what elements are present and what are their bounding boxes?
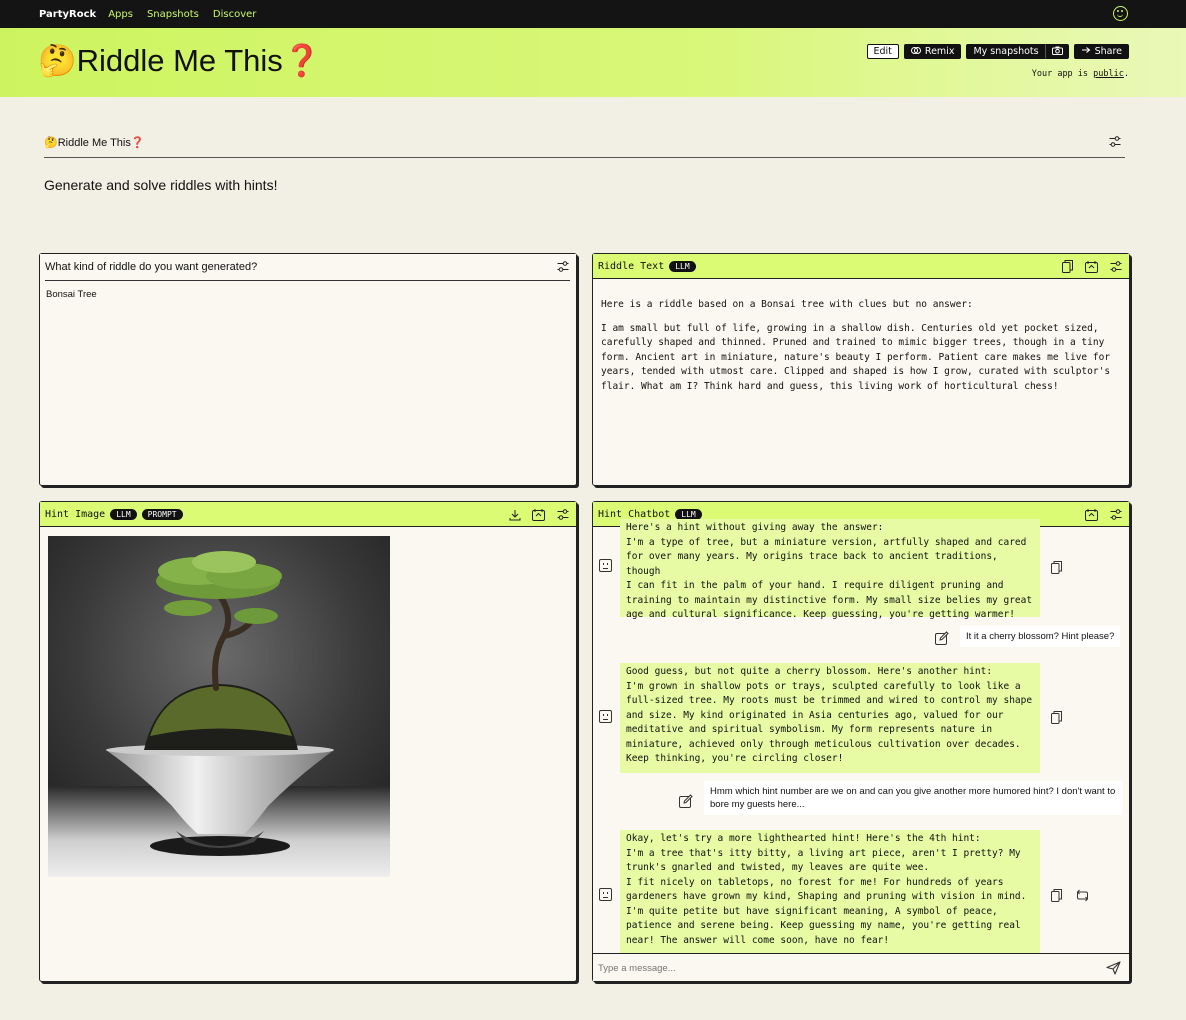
share-button[interactable] [1074,44,1129,59]
camera-button[interactable] [1046,44,1069,59]
bot-message: Here's a hint without giving away the answer: I'm a type of tree, but a miniature version, artfully shaped and cared for over many years. My origins trace back to ancient traditions, though I can fit in the palm of your hand. I require diligent pruning and training to maintain my distinctive form. My small size belies my great age and cultural significance. Keep guessing, you're getting warmer! [620,519,1040,617]
input-title-underline [45,280,570,281]
copy-icon[interactable] [1060,259,1075,274]
public-status-suffix: . [1123,69,1129,79]
app-title-bar [44,136,1125,158]
edit-button-label: Edit [873,46,892,57]
remix-button[interactable] [904,44,962,59]
input-widget-header [40,254,576,279]
my-snapshots-label: My snapshots [973,46,1039,57]
hint-image-widget [39,501,577,982]
chat-input-bar [593,953,1129,981]
edit-message-icon[interactable] [935,630,949,649]
rerun-icon[interactable] [1084,507,1099,522]
settings-sliders-icon[interactable] [1108,507,1123,522]
camera-icon [1052,46,1063,58]
riddle-text-widget [592,253,1130,486]
edit-message-icon[interactable] [679,793,693,812]
image-widget-header [40,502,576,527]
share-arrow-icon [1081,46,1091,57]
image-widget-title: Hint Image [45,508,106,520]
public-status [1032,69,1129,79]
nav-link-snapshots[interactable]: Snapshots [146,8,199,20]
send-icon[interactable] [1106,960,1121,979]
llm-badge: LLM [669,261,695,272]
public-status-prefix: Your app is [1031,69,1089,79]
header-actions [867,44,1130,59]
remix-button-label: Remix [924,46,955,57]
bot-message: Good guess, but not quite a cherry blossom. Here's another hint: I'm grown in shallow pots or trays, sculpted carefully to look like a full-sized tree. My roots must be trimmed and wired to control my shape and size. My kind originated in Asia centuries ago, valued for our meditative and spiritual symbolism. My form represents nature in miniature, achieved only through meticulous cultivation over decades. Keep thinking, you're circling closer! [620,663,1040,773]
riddle-type-input[interactable]: Bonsai Tree [46,289,97,300]
user-message: It it a cherry blossom? Hint please? [960,626,1120,647]
user-message: Hmm which hint number are we on and can you give another more humored hint? I don't want to bore my guests here... [704,781,1122,815]
top-nav [0,0,1186,28]
bot-avatar-icon [599,710,612,723]
regenerate-icon[interactable] [1076,887,1089,906]
bot-avatar-icon [599,888,612,901]
copy-icon[interactable] [1051,887,1062,906]
nav-link-discover[interactable]: Discover [212,8,257,20]
app-settings-icon[interactable] [1109,136,1121,150]
edit-button[interactable] [867,44,899,59]
bonsai-tree-image [48,536,390,877]
rerun-icon[interactable] [1084,259,1099,274]
bot-avatar-icon [599,559,612,572]
app-header [0,28,1186,97]
page-title-text: Riddle Me This [76,43,283,78]
riddle-type-input-widget [39,253,577,486]
chat-widget-icons [1084,507,1123,522]
riddle-intro: Here is a riddle based on a Bonsai tree with clues but no answer: [601,299,973,310]
chat-message-input[interactable] [598,960,1078,976]
app-title: Riddle Me This [57,137,131,149]
settings-sliders-icon[interactable] [1108,259,1123,274]
nav-link-apps[interactable]: Apps [108,8,133,20]
settings-sliders-icon[interactable] [555,507,570,522]
riddle-widget-icons [1060,259,1123,274]
copy-icon[interactable] [1051,709,1062,728]
question-mark-icon: ❓ [282,43,322,78]
snapshots-group [966,44,1068,59]
download-icon[interactable] [507,507,522,522]
bot-message: Okay, let's try a more lighthearted hint! Here's the 4th hint: I'm a tree that's itty bitty, a living art piece, aren't I pretty? My trunk's gnarled and twisted, my leaves are quite wee. I fit nicely on tabletops, no forest for me! For hundreds of years gardeners have grown my kind, Shaping and pruning with vision in mind. I'm quite petite but have significant meaning, A symbol of peace, patience and serene being. Keep guessing my name, you're getting real near! The answer will come soon, have no fear! [620,830,1040,956]
riddle-text-body [601,298,1111,403]
app-title-emoji: 🤔 [44,137,58,149]
image-widget-icons [507,507,570,522]
chat-message-list[interactable] [593,522,1129,953]
input-widget-title: What kind of riddle do you want generated? [45,260,258,273]
llm-badge: LLM [110,509,136,520]
public-link[interactable]: public [1093,69,1124,79]
chat-widget-title: Hint Chatbot [598,508,671,520]
settings-sliders-icon[interactable] [555,259,570,274]
page-title [38,42,321,79]
input-widget-icons [555,259,570,274]
riddle-widget-header [593,254,1129,279]
remix-icon [911,46,921,58]
profile-smile-icon[interactable] [1113,6,1128,21]
copy-icon[interactable] [1051,559,1062,578]
thinking-emoji-icon: 🤔 [38,43,77,78]
brand-logo[interactable]: PartyRock [39,8,97,20]
my-snapshots-button[interactable] [966,44,1045,59]
hint-chatbot-widget [592,501,1130,982]
rerun-icon[interactable] [531,507,546,522]
app-title-question-icon: ❓ [130,137,145,149]
prompt-badge[interactable]: PROMPT [142,509,183,520]
riddle-content: I am small but full of life, growing in a shallow dish. Centuries old yet pocket sized, carefully shaped and thinned. Pruned and trained to mimic bigger trees, though in a tiny form. Ancient art in miniature, nature's beauty I perform. Patient care makes me live for years, tended with utmost care. Clipped and shaped is how I grow, curated with sculptor's flair. What am I? Think hard and guess, this living work of horticultural chess! [601,322,1111,392]
app-description: Generate and solve riddles with hints! [44,177,278,193]
share-button-label: Share [1094,46,1122,57]
llm-badge: LLM [675,509,701,520]
riddle-widget-title: Riddle Text [598,260,665,272]
